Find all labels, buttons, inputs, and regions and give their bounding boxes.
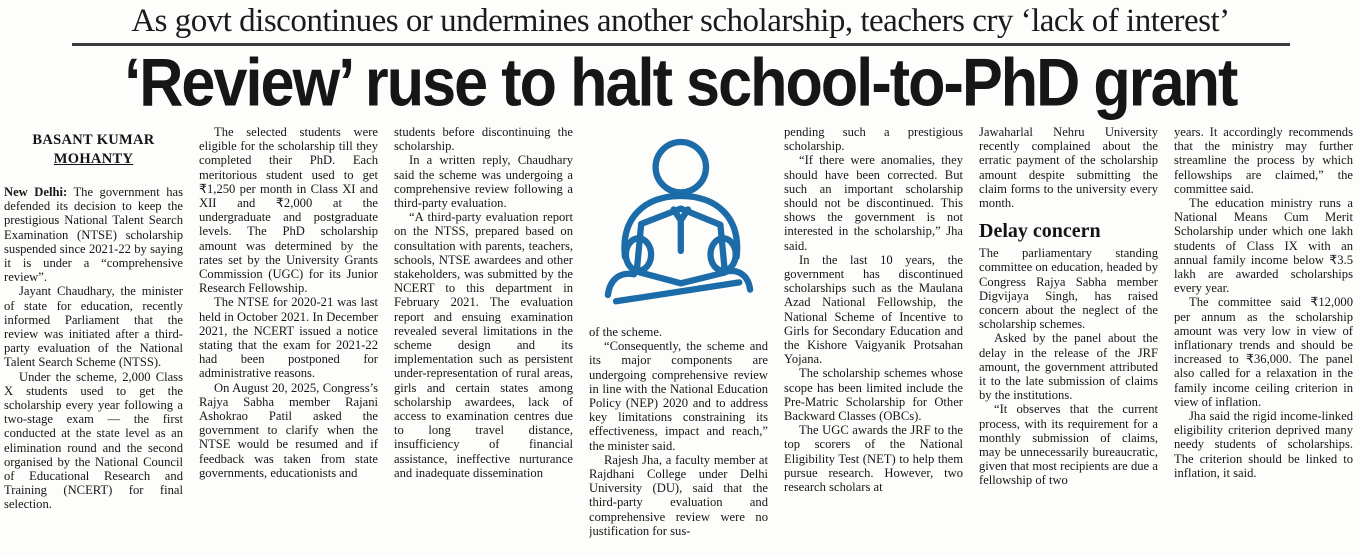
- paragraph: years. It accordingly recommends that the ministry may further streamline the process by which fellowships are claimed,” the committee said.: [1174, 125, 1353, 196]
- illustration-container: [589, 125, 768, 321]
- person-reading-book-icon: [598, 129, 760, 317]
- paragraph: pending such a prestigious scholarship.: [784, 125, 963, 154]
- paragraph: The scholarship schemes whose scope has been limited include the Pre-Matric Scholarship for Other Backward Classes (OBCs).: [784, 366, 963, 424]
- paragraph: of the scheme.: [589, 325, 663, 339]
- paragraph: students before discontinuing the scholarship.: [394, 125, 573, 154]
- paragraph: In the last 10 years, the government has discontinued scholarships such as the Maulana Azad National Fellowship, the National Scheme of Incentive to Girls for Secondary Education and the Kishore Vaigyanik Protsahan Yojana.: [784, 252, 963, 367]
- kicker-headline: As govt discontinues or undermines another scholarship, teachers cry ‘lack of interest’: [131, 3, 1230, 39]
- dateline: New Delhi:: [4, 185, 68, 199]
- paragraph: “Consequently, the scheme and its major components are undergoing comprehensive review in line with the National Education Policy (NEP) 2020 and to address key limitations constraining its effectiveness, impact and reach,” the minister said.: [589, 339, 768, 453]
- paragraph: The UGC awards the JRF to the top scorers of the National Eligibility Test (NET) to help them pursue research. However, two research scholars at: [784, 423, 963, 495]
- paragraph: Under the scheme, 2,000 Class X students used to get the scholarship every year following a two-stage exam — the first conducted at the state level as an elimination round and the second organised by the National Council of Educational Research and Training (NCERT) for final selection.: [4, 369, 183, 512]
- paragraph: Jha said the rigid income-linked eligibility criterion deprived many needy students of scholarships. The criterion should be linked to inflation, it said.: [1174, 409, 1353, 480]
- headline-container: [0, 44, 1361, 121]
- paragraph: The education ministry runs a National Means Cum Merit Scholarship under which one lakh students of Class IX with an annual family income below ₹3.5 lakh are awarded scholarships every year.: [1174, 196, 1353, 296]
- section-subhead: Delay concern: [979, 220, 1101, 243]
- paragraph: “If there were anomalies, they should have been corrected. But such an important scholarship should not be discontinued. This shows the government is not interested in the scholarship,” Jha said.: [784, 153, 963, 253]
- paragraph: Rajesh Jha, a faculty member at Rajdhani College under Delhi University (DU), said that the third-party evaluation and comprehensive review were no justification for sus-: [589, 452, 768, 538]
- lead-paragraph-text: The government has defended its decision to keep the prestigious National Talent Search Examination (NTSE) scholarship suspended since 2021-22 by saying it is under a “comprehensive review”.: [4, 185, 183, 285]
- lead-paragraph: [4, 185, 183, 284]
- main-headline: ‘Review’ ruse to halt school-to-PhD grant: [124, 44, 1237, 121]
- paragraph: Jayant Chaudhary, the minister of state for education, recently informed Parliament that the review was initiated after a third-party evaluation of the National Talent Search Scheme (NTSS).: [4, 284, 183, 370]
- paragraph: On August 20, 2025, Congress’s Rajya Sabha member Rajani Ashokrao Patil asked the government to clarify when the NTSE would be resumed and if feedback was taken from state governments, educationists and: [199, 380, 378, 480]
- article-column-5: [784, 125, 963, 557]
- paragraph: The parliamentary standing committee on education, headed by Congress Rajya Sabha member Digvijaya Singh, has raised concern about the neglect of the scholarship schemes.: [979, 246, 1158, 332]
- paragraph: “It observes that the current process, with its requirement for a monthly submission of claims, may be unnecessarily bureaucratic, given that most recipients are due a fellowship of two: [979, 402, 1158, 488]
- paragraph: Jawaharlal Nehru University recently complained about the erratic payment of the scholarship amount despite submitting the claim forms to the university every month.: [979, 125, 1158, 211]
- paragraph: “A third-party evaluation report on the NTSS, prepared based on consultation with parents, teachers, schools, NTSE awardees and other stakeholders, was submitted by the NCERT to this department in February 2021. The evaluation report and ensuing examination revealed several limitations in the scheme design and its implementation such as persistent under-representation of rural areas, girls and certain states among scholarship awardees, lack of access to examination centres due to long travel distance, insufficiency of financial assistance, ineffective nurturance and inadequate dissemination: [394, 210, 573, 480]
- paragraph: The NTSE for 2020-21 was last held in October 2021. In December 2021, the NCERT issued a notice stating that the exam for 2021-22 had been postponed for administrative reasons.: [199, 295, 378, 381]
- byline-line1: BASANT KUMAR: [32, 132, 155, 148]
- article-column-3: [394, 125, 573, 557]
- article-column-1: [4, 125, 183, 557]
- paragraph: The selected students were eligible for the scholarship till they completed their PhD. Each meritorious student used to get ₹1,250 per month in Class XI and XII and ₹2,000 at the undergraduate and postgraduate levels. The PhD scholarship amount was determined by the rates set by the University Grants Commission (UGC) for its Junior Research Fellowship.: [199, 125, 378, 296]
- byline: [18, 131, 169, 169]
- paragraph: The committee said ₹12,000 per annum as the scholarship amount was very low in view of inflationary trends and should be increased to ₹36,000. The panel also called for a relaxation in the family income ceiling criterion in view of inflation.: [1174, 295, 1353, 409]
- article-body: [0, 121, 1361, 557]
- article-column-4: [589, 125, 768, 557]
- paragraph: In a written reply, Chaudhary said the scheme was undergoing a comprehensive review following a third-party evaluation.: [394, 153, 573, 211]
- byline-line2: MOHANTY: [53, 151, 134, 167]
- article-column-7: [1174, 125, 1353, 557]
- article-column-2: [199, 125, 378, 557]
- paragraph: Asked by the panel about the delay in the release of the JRF amount, the government attributed it to the late submission of claims by the institutions.: [979, 331, 1158, 403]
- article-column-6: [979, 125, 1158, 557]
